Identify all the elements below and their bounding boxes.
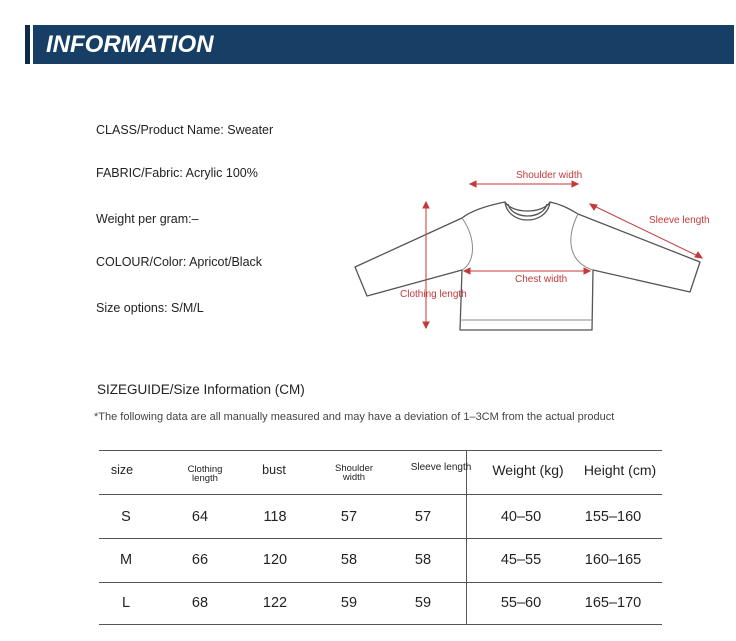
cell-bust: 120 xyxy=(262,552,288,568)
cell-sleeve-length: 59 xyxy=(414,595,432,611)
page-title: INFORMATION xyxy=(46,31,214,58)
table-bottom-rule xyxy=(99,624,662,625)
header-accent-stripe xyxy=(25,25,33,64)
chest-width-label: Chest width xyxy=(515,274,568,285)
shoulder-width-label: Shoulder width xyxy=(516,170,583,181)
table-column-divider xyxy=(466,450,467,624)
cell-sleeve-length: 57 xyxy=(414,509,432,525)
cell-height: 155–160 xyxy=(584,509,642,525)
cell-size: L xyxy=(121,595,131,611)
sleeve-length-label: Sleeve length xyxy=(649,215,710,226)
cell-clothing-length: 68 xyxy=(191,595,209,611)
cell-clothing-length: 66 xyxy=(191,552,209,568)
cell-height: 165–170 xyxy=(584,595,642,611)
cell-bust: 122 xyxy=(262,595,288,611)
header-bust: bust xyxy=(262,463,286,477)
cell-weight: 40–50 xyxy=(500,509,542,525)
product-name-line: CLASS/Product Name: Sweater xyxy=(96,123,274,137)
cell-sleeve-length: 58 xyxy=(414,552,432,568)
header-weight: Weight (kg) xyxy=(492,462,564,478)
header-clothing-length: Clothing length xyxy=(187,464,223,484)
cell-size: M xyxy=(119,552,133,568)
table-row-rule xyxy=(99,582,662,583)
header-size: size xyxy=(110,463,134,477)
clothing-length-label: Clothing length xyxy=(400,289,467,300)
cell-size: S xyxy=(121,509,131,525)
cell-weight: 55–60 xyxy=(500,595,542,611)
fabric-line: FABRIC/Fabric: Acrylic 100% xyxy=(96,166,258,180)
cell-shoulder-width: 57 xyxy=(340,509,358,525)
cell-shoulder-width: 58 xyxy=(340,552,358,568)
sweater-diagram xyxy=(350,160,730,340)
header-sleeve-length: Sleeve length xyxy=(410,462,472,473)
color-line: COLOUR/Color: Apricot/Black xyxy=(96,255,263,269)
table-top-rule xyxy=(99,450,662,451)
cell-weight: 45–55 xyxy=(500,552,542,568)
weight-line: Weight per gram:– xyxy=(96,212,199,226)
cell-shoulder-width: 59 xyxy=(340,595,358,611)
cell-bust: 118 xyxy=(263,509,287,525)
header-shoulder-width: Shoulder width xyxy=(334,463,374,483)
sizeguide-title: SIZEGUIDE/Size Information (CM) xyxy=(97,382,305,397)
sizeguide-note: *The following data are all manually measured and may have a deviation of 1–3CM from the actual product xyxy=(94,411,615,423)
table-header-rule xyxy=(99,494,662,495)
size-options-line: Size options: S/M/L xyxy=(96,301,204,315)
cell-clothing-length: 64 xyxy=(191,509,209,525)
header-height: Height (cm) xyxy=(583,462,657,478)
table-row-rule xyxy=(99,538,662,539)
cell-height: 160–165 xyxy=(584,552,642,568)
